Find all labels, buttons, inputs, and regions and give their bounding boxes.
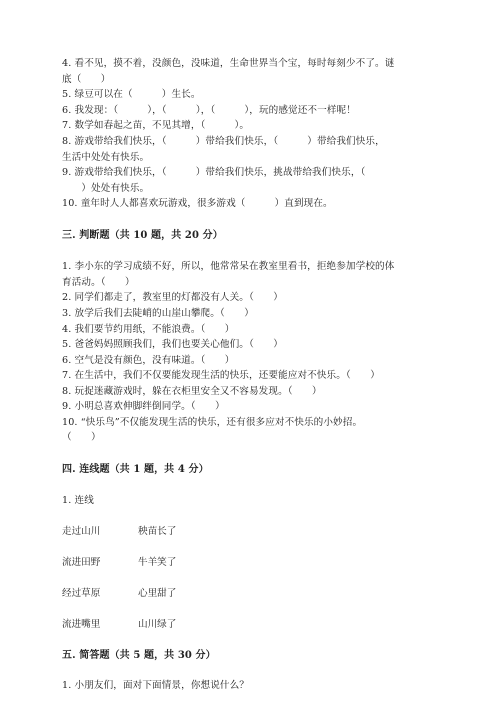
section3-heading: 三. 判断题（共 10 题，共 20 分） <box>62 230 223 241</box>
section4-heading: 四. 连线题（共 1 题，共 4 分） <box>62 464 209 475</box>
fill-q10: 10. 童年时人人都喜欢玩游戏，很多游戏（ ）直到现在。 <box>62 198 333 209</box>
judge-q5: 5. 爸爸妈妈照顾我们，我们也要关心他们。（ ） <box>62 339 283 350</box>
fill-q5: 5. 绿豆可以在（ ）生长。 <box>62 89 201 100</box>
judge-q10-line2: （ ） <box>62 432 101 443</box>
match-q1: 1. 连线 <box>62 495 94 506</box>
match-right-item: 牛羊笑了 <box>138 557 177 568</box>
match-right-item: 山川绿了 <box>138 619 177 630</box>
short-q1: 1. 小朋友们，面对下面情景，你想说什么？ <box>62 680 249 691</box>
fill-q8-line2: 生活中处处有快乐。 <box>62 152 150 163</box>
judge-q1-line1: 1. 李小东的学习成绩不好，所以，他常常呆在教室里看书，拒绝参加学校的体 <box>62 261 395 272</box>
fill-q9-line2: ）处处有快乐。 <box>62 183 150 194</box>
fill-q4-line1: 4. 看不见，摸不着，没颜色，没味道，生命世界当个宝，每时每刻少不了。谜 <box>62 58 395 69</box>
judge-q2: 2. 同学们都走了，教室里的灯都没有人关。（ ） <box>62 292 283 303</box>
fill-q8-line1: 8. 游戏带给我们快乐，（ ）带给我们快乐，（ ）带给我们快乐， <box>62 136 385 147</box>
judge-q9: 9. 小明总喜欢伸脚绊倒同学。（ ） <box>62 401 225 412</box>
judge-q6: 6. 空气是没有颜色，没有味道。（ ） <box>62 355 235 366</box>
match-left-item: 走过山川 <box>62 526 101 537</box>
judge-q7: 7. 在生活中，我们不仅要能发现生活的快乐，还要能应对不快乐。（ ） <box>62 370 380 381</box>
judge-q3: 3. 放学后我们去陡峭的山崖山攀爬。（ ） <box>62 308 254 319</box>
judge-q4: 4. 我们要节约用纸，不能浪费。（ ） <box>62 324 235 335</box>
match-left-item: 流进田野 <box>62 557 101 568</box>
fill-q7: 7. 数学如春起之苗，不见其增，（ ）。 <box>62 120 250 131</box>
fill-q9-line1: 9. 游戏带给我们快乐，（ ）带给我们快乐，挑战带给我们快乐，（ <box>62 167 366 178</box>
judge-q10-line1: 10. “快乐鸟”不仅能发现生活的快乐，还有很多应对不快乐的小妙招。 <box>62 417 363 428</box>
match-left-item: 经过草原 <box>62 588 101 599</box>
match-right-item: 心里甜了 <box>138 588 177 599</box>
match-left-item: 流进嘴里 <box>62 619 101 630</box>
fill-q6: 6. 我发现：（ ），（ ），（ ），玩的感觉还不一样呢！ <box>62 105 356 116</box>
judge-q1-line2: 育活动。（ ） <box>62 277 135 288</box>
judge-q8: 8. 玩捉迷藏游戏时，躲在衣柜里安全又不容易发现。（ ） <box>62 386 322 397</box>
match-right-item: 秧苗长了 <box>138 526 177 537</box>
section5-heading: 五. 简答题（共 5 题，共 30 分） <box>62 650 216 661</box>
fill-q4-line2: 底（ ） <box>62 74 111 85</box>
